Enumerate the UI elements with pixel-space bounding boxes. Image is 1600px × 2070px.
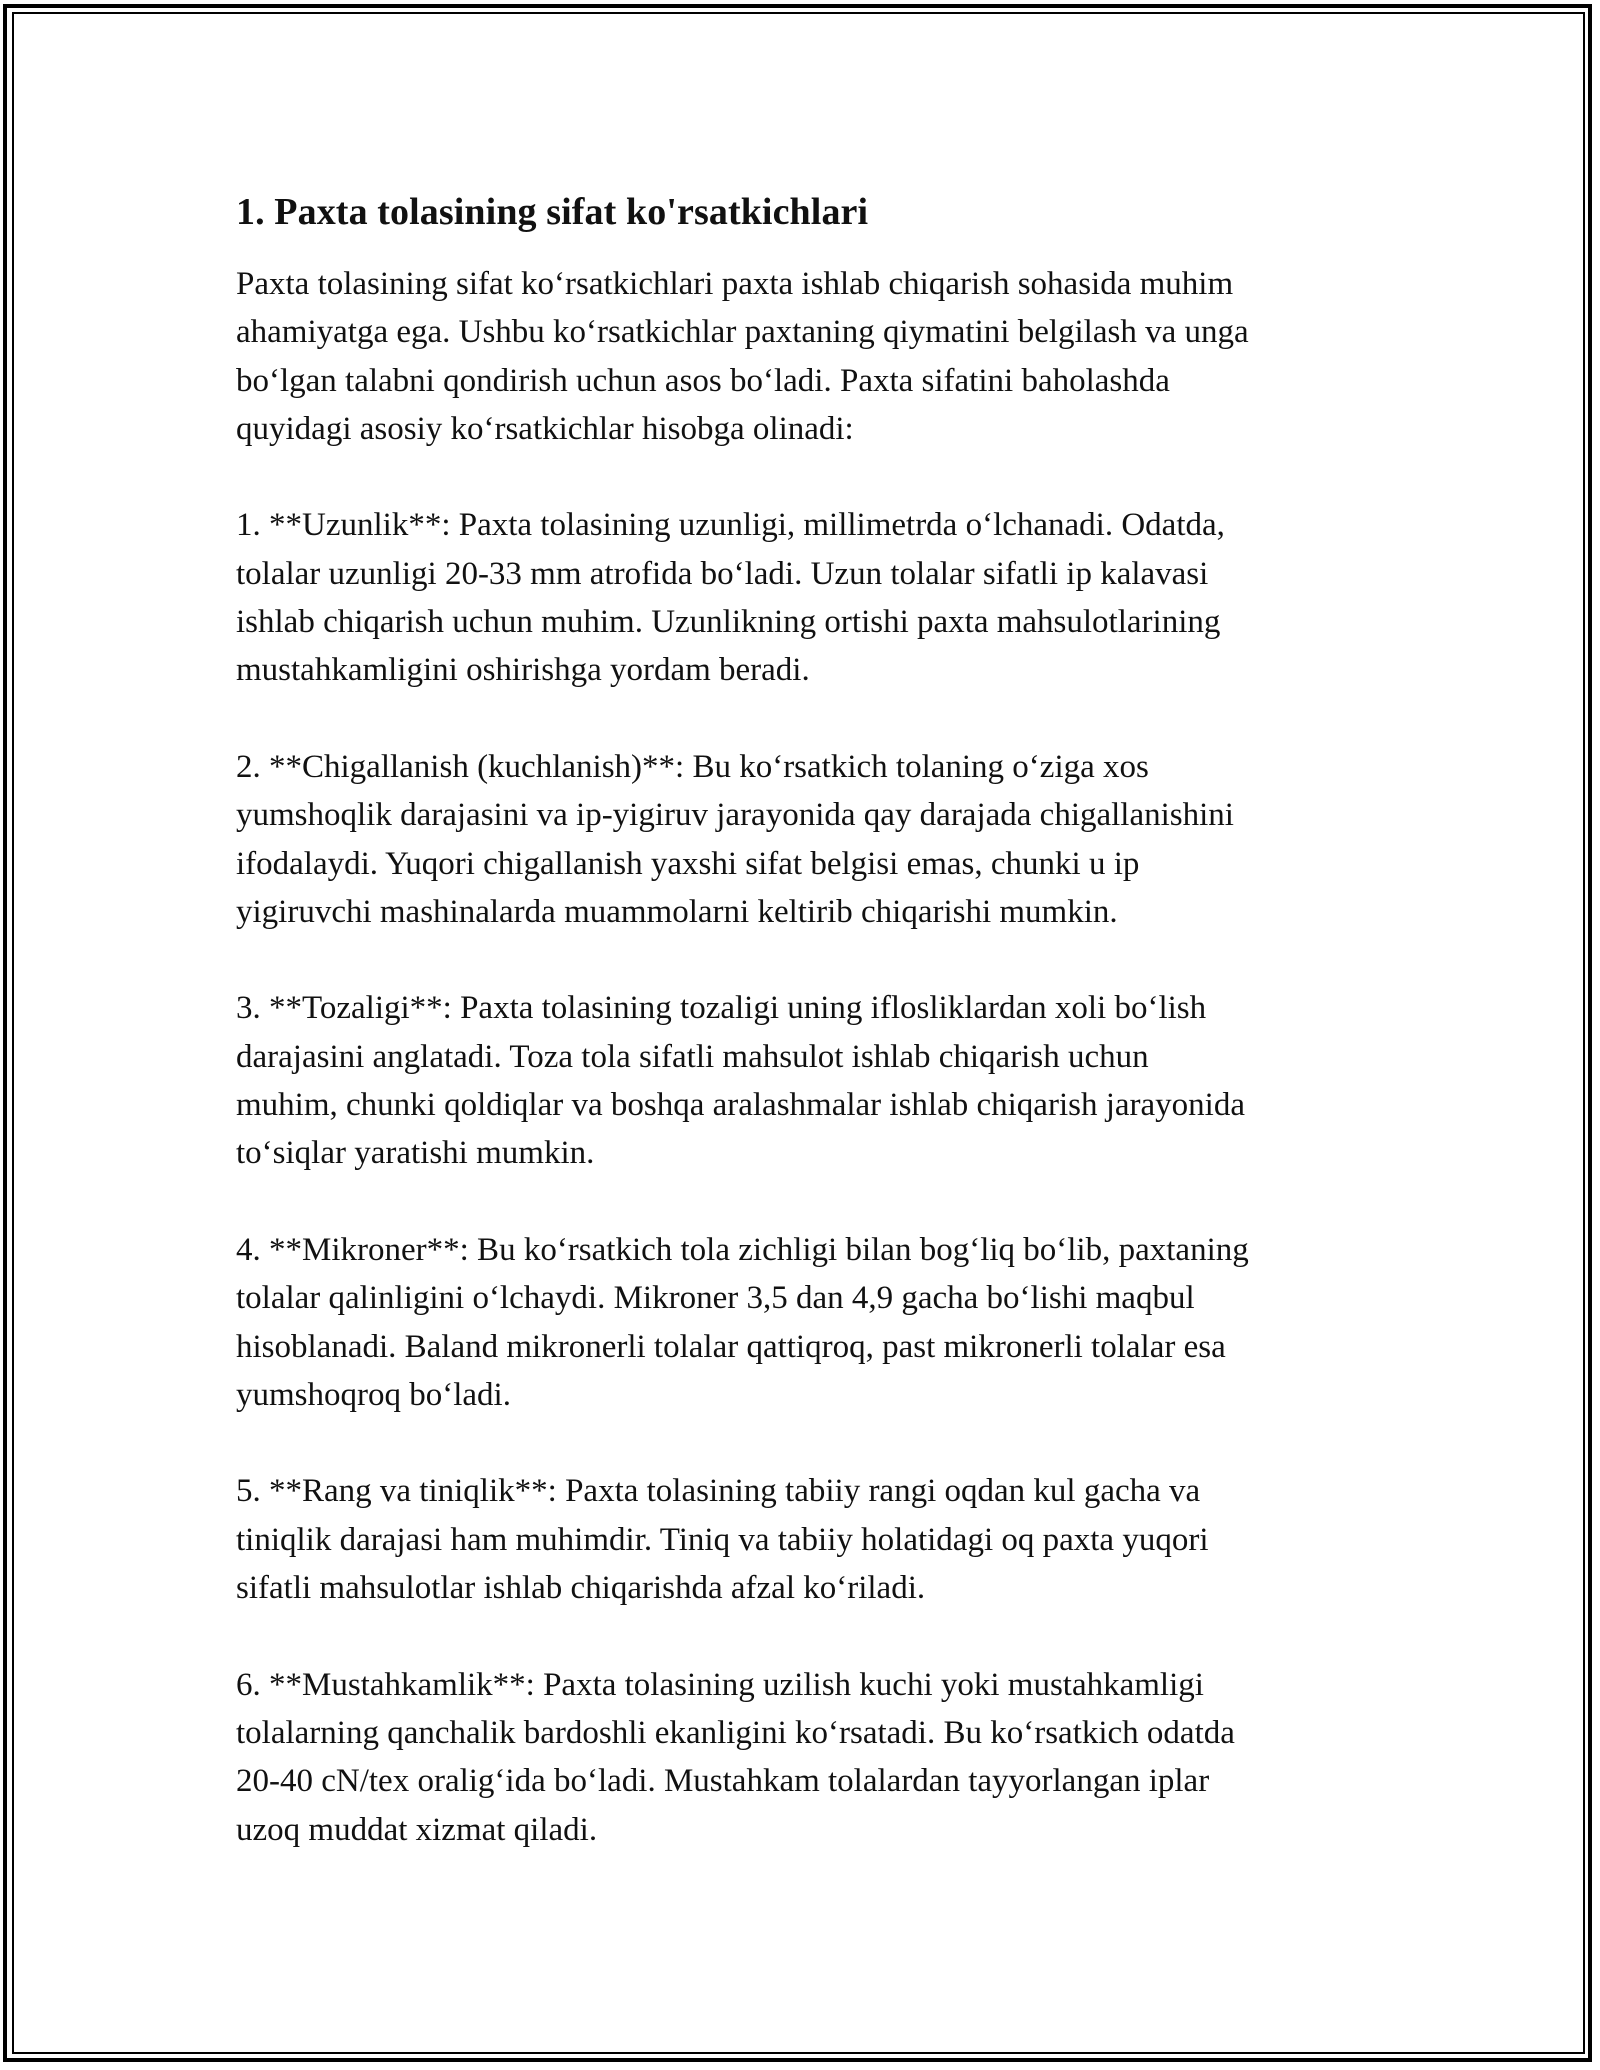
document-title: 1. Paxta tolasining sifat ko'rsatkichlari	[236, 191, 869, 233]
paragraph-chigallanish: 2. **Chigallanish (kuchlanish)**: Bu koʻrsatkich tolaning oʻziga xos yumshoqlik darajasini va ip-yigiruv jarayonida qay darajada chigallanishini ifodalaydi. Yuqori chigallanish yaxshi sifat belgisi emas, chunki u ip yigiruvchi mashinalarda muammolarni keltirib chiqarishi mumkin.	[236, 748, 1234, 930]
paragraph-tozaligi: 3. **Tozaligi**: Paxta tolasining tozaligi uning iflosliklardan xoli boʻlish darajasini anglatadi. Toza tola sifatli mahsulot ishlab chiqarish uchun muhim, chunki qoldiqlar va boshqa aralashmalar ishlab chiqarish jarayonida toʻsiqlar yaratishi mumkin.	[236, 990, 1245, 1172]
paragraph-uzunlik: 1. **Uzunlik**: Paxta tolasining uzunligi, millimetrda oʻlchanadi. Odatda, tolalar uzunligi 20-33 mm atrofida boʻladi. Uzun tolalar sifatli ip kalavasi ishlab chiqarish uchun muhim. Uzunlikning ortishi paxta mahsulotlarining mustahkamligini oshirishga yordam beradi.	[236, 507, 1225, 689]
paragraph-intro: Paxta tolasining sifat koʻrsatkichlari paxta ishlab chiqarish sohasida muhim ahamiyatga ega. Ushbu koʻrsatkichlar paxtaning qiymatini belgilash va unga boʻlgan talabni qondirish uchun asos boʻladi. Paxta sifatini baholashda quyidagi asosiy koʻrsatkichlar hisobga olinadi:	[236, 266, 1249, 447]
paragraph-rang: 5. **Rang va tiniqlik**: Paxta tolasining tabiiy rangi oqdan kul gacha va tiniqlik darajasi ham muhimdir. Tiniq va tabiiy holatidagi oq paxta yuqori sifatli mahsulotlar ishlab chiqarishda afzal koʻriladi.	[236, 1473, 1209, 1607]
document-body	[236, 188, 1376, 1902]
paragraph-mikroner: 4. **Mikroner**: Bu koʻrsatkich tola zichligi bilan bogʻliq boʻlib, paxtaning tolalar qalinligini oʻlchaydi. Mikroner 3,5 dan 4,9 gacha boʻlishi maqbul hisoblanadi. Baland mikronerli tolalar qattiqroq, past mikronerli tolalar esa yumshoqroq boʻladi.	[236, 1231, 1249, 1413]
paragraph-mustahkamlik: 6. **Mustahkamlik**: Paxta tolasining uzilish kuchi yoki mustahkamligi tolalarning qanchalik bardoshli ekanligini koʻrsatadi. Bu koʻrsatkich odatda 20-40 cN/tex oraligʻida boʻladi. Mustahkam tolalardan tayyorlangan iplar uzoq muddat xizmat qiladi.	[236, 1666, 1235, 1848]
